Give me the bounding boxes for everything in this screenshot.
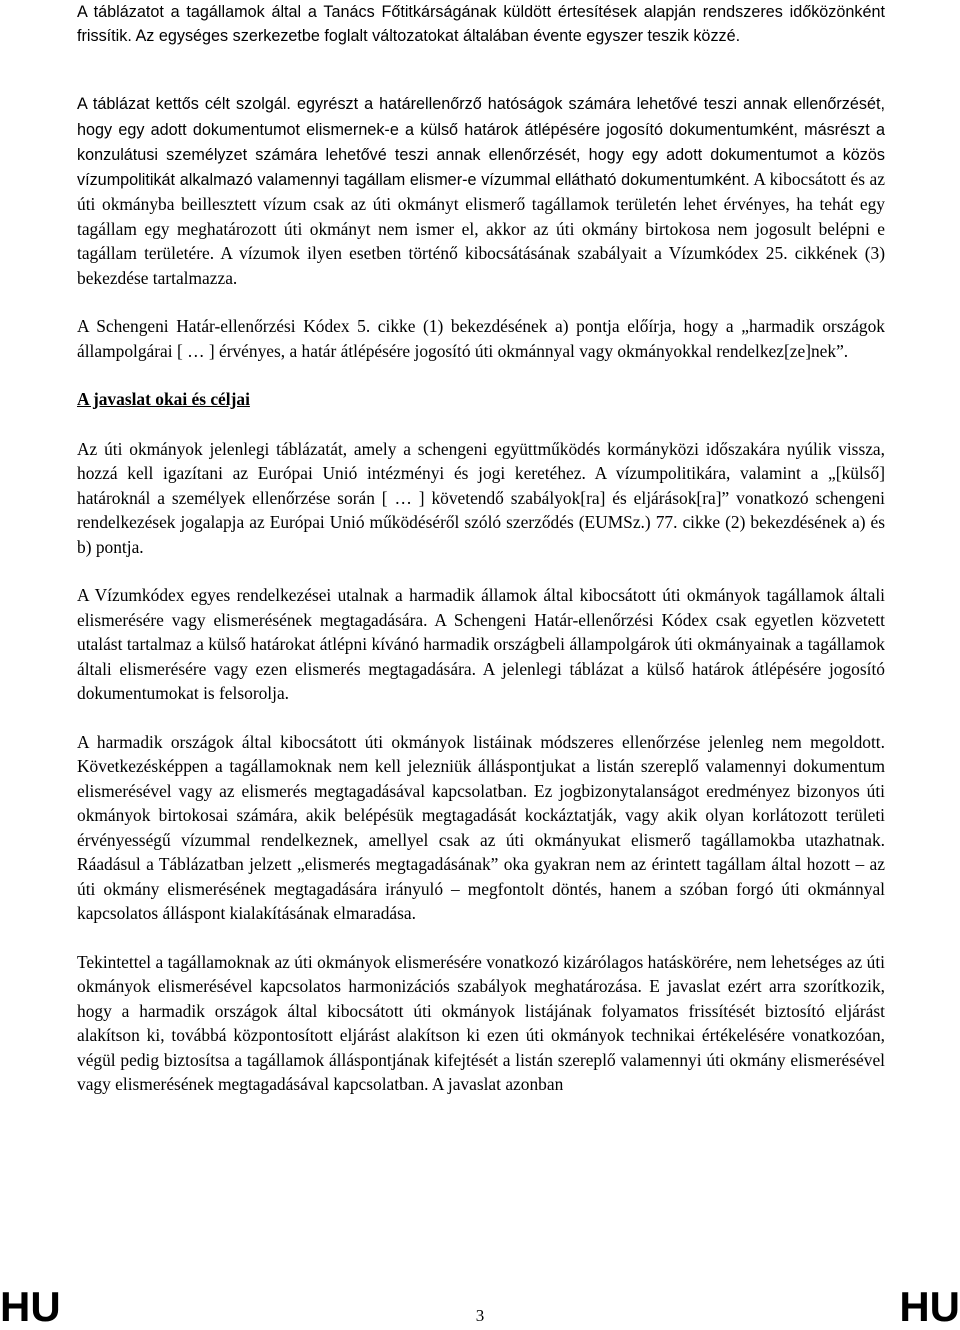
paragraph-reasons-1: Az úti okmányok jelenlegi táblázatát, amely a schengeni együttműködés kormányközi időszakára nyúlik vissza, hozzá kell igazítani az Európai Unió intézményi és jogi keretéhez. A vízumpolitikára, valamint a „[külső] határoknál a személyek ellenőrzése során [ … ] követendő szabályok[ra] és eljárások[ra]” vonatkozó schengeni rendelkezések jogalapja az Európai Unió működéséről szóló szerződés (EUMSz.) 77. cikke (2) bekezdésének a) és b) pontja. [77,438,885,557]
paragraph-reasons-2: A Vízumkódex egyes rendelkezései utalnak a harmadik államok által kibocsátott úti okmányok tagállamok általi elismerésére vagy elismerésének megtagadására. A Schengeni Határ-ellenőrzési Kódex csak egyetlen közvetett utalást tartalmaz a külső határokat átlépni kívánó harmadik országbeli állampolgárok úti okmányainak a tagállamok általi elismerésére vagy ezen elismerés megtagadására. A jelenlegi táblázat a külső határok átlépésére jogosító dokumentumokat is felsorolja. [77,585,885,704]
paragraph-table-updates: A táblázatot a tagállamok által a Tanács Főtitkárságának küldött értesítések alapján rendszeres időközönként frissítik. Az egységes szerkezetbe foglalt változatokat általában évente egyszer teszik közzé. [77,3,885,46]
paragraph-table-purpose [77,91,885,290]
page-number: 3 [475,1306,485,1325]
footer-language-left: HU [0,1283,61,1330]
paragraph-border-code: A Schengeni Határ-ellenőrzési Kódex 5. cikke (1) bekezdésének a) pontja előírja, hogy a „harmadik országok állampolgárai [ … ] érvényes, a határ átlépésére jogosító úti okmánnyal vagy okmányokkal rendelkez[ze]nek”. [77,316,885,361]
paragraph-reasons-4: Tekintettel a tagállamoknak az úti okmányok elismerésére vonatkozó kizárólagos hatáskörére, nem lehetséges az úti okmányok elismerésével kapcsolatos harmonizációs szabályok meghatározása. E javaslat ezért arra szorítkozik, hogy a harmadik országok által kibocsátott úti okmányok listájának folyamatos frissítését biztosító eljárást alakítson ki, továbbá központosított eljárást alakítson ki ezen úti okmányok technikai értékelésére vonatkozóan, végül pedig biztosítsa a tagállamok álláspontjának kifejtését a listán szereplő valamennyi úti okmány elismerésével vagy elismerésének megtagadásával kapcsolatban. A javaslat azonban [77,951,885,1095]
paragraph-reasons-3: A harmadik országok által kibocsátott úti okmányok listáinak módszeres ellenőrzése jelenleg nem megoldott. Következésképpen a tagállamoknak nem kell jelezniük álláspontjukat a listán szereplő valamennyi dokumentum elismerésével vagy az elismerés megtagadásával kapcsolatban. Ez jogbizonytalanságot eredményez bizonyos úti okmányok birtokosai számára, akik belépésük megtagadását kockáztatják, vagy akik olyan korlátozott területi érvényességű vízummal rendelkeznek, amellyel csak az úti okmányukat elismerő tagállamokba utazhatnak. Ráadásul a Táblázatban jelzett „elismerés megtagadásának” oka gyakran nem az érintett tagállam által hozott – az úti okmány elismerésének megtagadására irányuló – megfontolt döntés, hanem a szóban forgó úti okmánnyal kapcsolatos álláspont kialakításának elmaradása. [77,731,885,924]
section-heading-reasons: A javaslat okai és céljai [77,389,250,410]
document-body [77,0,885,1097]
paragraph-table-purpose-serif: A kibocsátott és az úti okmányba beillesztett vízum csak az úti okmányt elismerő tagállamok területén lehet érvényes, ha tehát egy tagállam egy meghatározott úti okmányt nem ismer el, akkor az úti okmány birtokosa nem jogosult belépni e tagállam területére. A vízumok ilyen esetben történő kibocsátásának szabályait a Vízumkódex 25. cikkének (3) bekezdése tartalmazza. [77,169,885,288]
footer-language-right: HU [899,1283,960,1330]
paragraph-table-purpose-sans: A táblázat kettős célt szolgál. egyrészt a határellenőrző hatóságok számára lehetővé teszi annak ellenőrzését, hogy egy adott dokumentumot elismernek-e a külső határok átlépésére jogosító dokumentumként, másrészt a konzulátusi személyzet számára lehetővé teszi annak ellenőrzését, hogy egy adott dokumentumot a közös vízumpolitikát alkalmazó valamennyi tagállam elismer-e vízummal ellátható dokumentumként. [77,95,885,190]
